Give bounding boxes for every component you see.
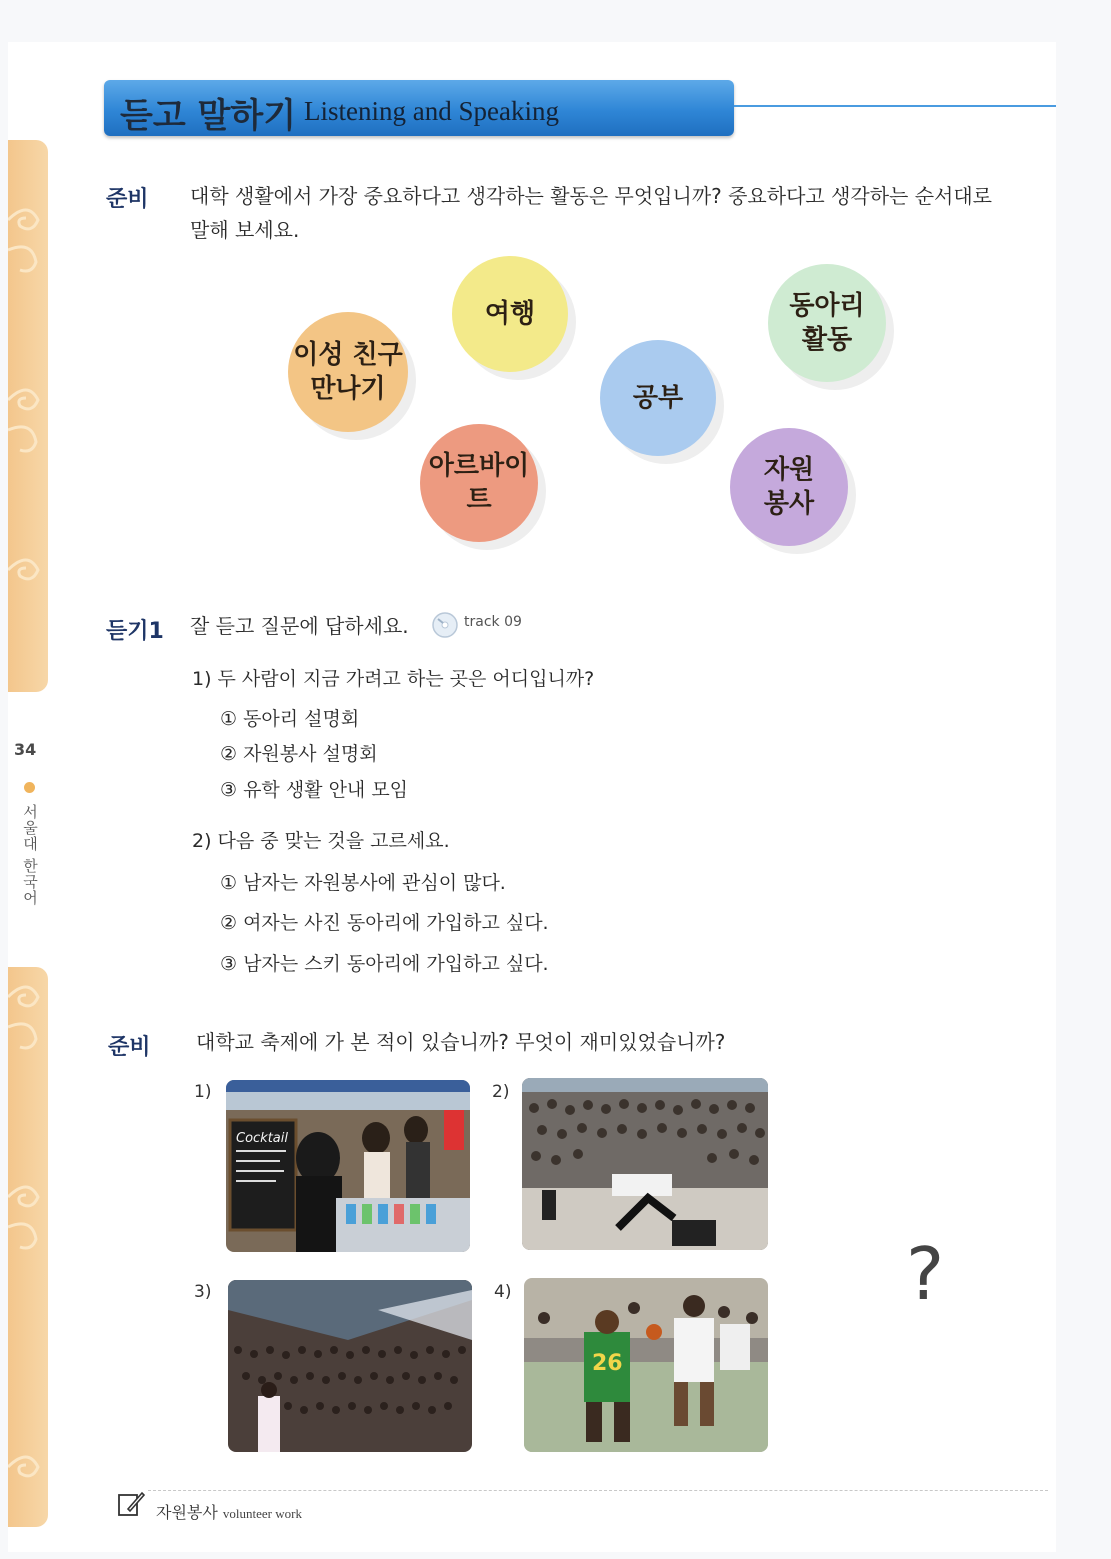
answer-option: ③ 남자는 스키 동아리에 가입하고 싶다. xyxy=(220,953,549,975)
question-2: 2) 다음 중 맞는 것을 고르세요. xyxy=(192,830,450,852)
cd-icon xyxy=(430,610,460,640)
prep-label: 준비 xyxy=(106,187,149,212)
activity-bubble: 자원 봉사 xyxy=(730,428,848,546)
photo-number: 4) xyxy=(494,1282,512,1302)
footer-english: volunteer work xyxy=(222,1506,302,1521)
track-label: track 09 xyxy=(464,614,522,630)
prep-question-line1: 대학 생활에서 가장 중요하다고 생각하는 활동은 무엇입니까? 중요하다고 생각하는 순서대로 xyxy=(190,184,992,208)
textbook-page xyxy=(8,42,1056,1552)
jersey-number: 26 xyxy=(592,1351,623,1376)
basketball-game-photo xyxy=(524,1278,768,1452)
photo-number: 2) xyxy=(492,1082,510,1102)
listening-instruction: 잘 듣고 질문에 답하세요. xyxy=(190,614,409,638)
photo-number: 1) xyxy=(194,1082,212,1102)
answer-option: ③ 유학 생활 안내 모임 xyxy=(220,779,409,801)
section-title-english: Listening and Speaking xyxy=(304,96,559,126)
decorative-side-band-top xyxy=(8,140,48,692)
page-dot xyxy=(24,782,35,793)
answer-option: ② 자원봉사 설명회 xyxy=(220,743,378,765)
prep-label: 준비 xyxy=(108,1035,151,1060)
cloud-pattern-icon xyxy=(8,140,48,692)
footer-korean: 자원봉사 xyxy=(156,1503,218,1522)
page-number: 34 xyxy=(14,740,37,759)
prep-question: 대학교 축제에 가 본 적이 있습니까? 무엇이 재미있었습니까? xyxy=(196,1030,726,1054)
activity-bubble: 여행 xyxy=(452,256,568,372)
pencil-note-icon xyxy=(116,1489,146,1519)
question-mark: ? xyxy=(906,1232,945,1316)
listening-label: 듣기1 xyxy=(106,619,164,644)
activity-bubble: 공부 xyxy=(600,340,716,456)
photo-number: 3) xyxy=(194,1282,212,1302)
prep-question-line2: 말해 보세요. xyxy=(190,218,300,242)
footer-label xyxy=(156,1500,302,1523)
photo-sign-text: Cocktail xyxy=(236,1131,288,1146)
answer-option: ① 남자는 자원봉사에 관심이 많다. xyxy=(220,872,506,894)
breakdance-crowd-photo xyxy=(522,1078,768,1250)
answer-option: ② 여자는 사진 동아리에 가입하고 싶다. xyxy=(220,912,549,934)
decorative-side-band-bottom xyxy=(8,967,48,1527)
answer-option: ① 동아리 설명회 xyxy=(220,708,360,730)
concert-crowd-photo xyxy=(228,1280,472,1452)
question-1: 1) 두 사람이 지금 가려고 하는 곳은 어디입니까? xyxy=(192,668,595,690)
cloud-pattern-icon xyxy=(8,967,48,1527)
footer-divider xyxy=(148,1490,1048,1491)
section-title-korean: 듣고 말하기 xyxy=(120,96,297,136)
book-title: 서울대 한국어 xyxy=(21,804,39,906)
cocktail-booth-photo xyxy=(226,1080,470,1252)
activity-bubble: 동아리 활동 xyxy=(768,264,886,382)
activity-bubble: 이성 친구 만나기 xyxy=(288,312,408,432)
activity-bubble: 아르바이트 xyxy=(420,424,538,542)
banner-rule xyxy=(734,105,1056,107)
